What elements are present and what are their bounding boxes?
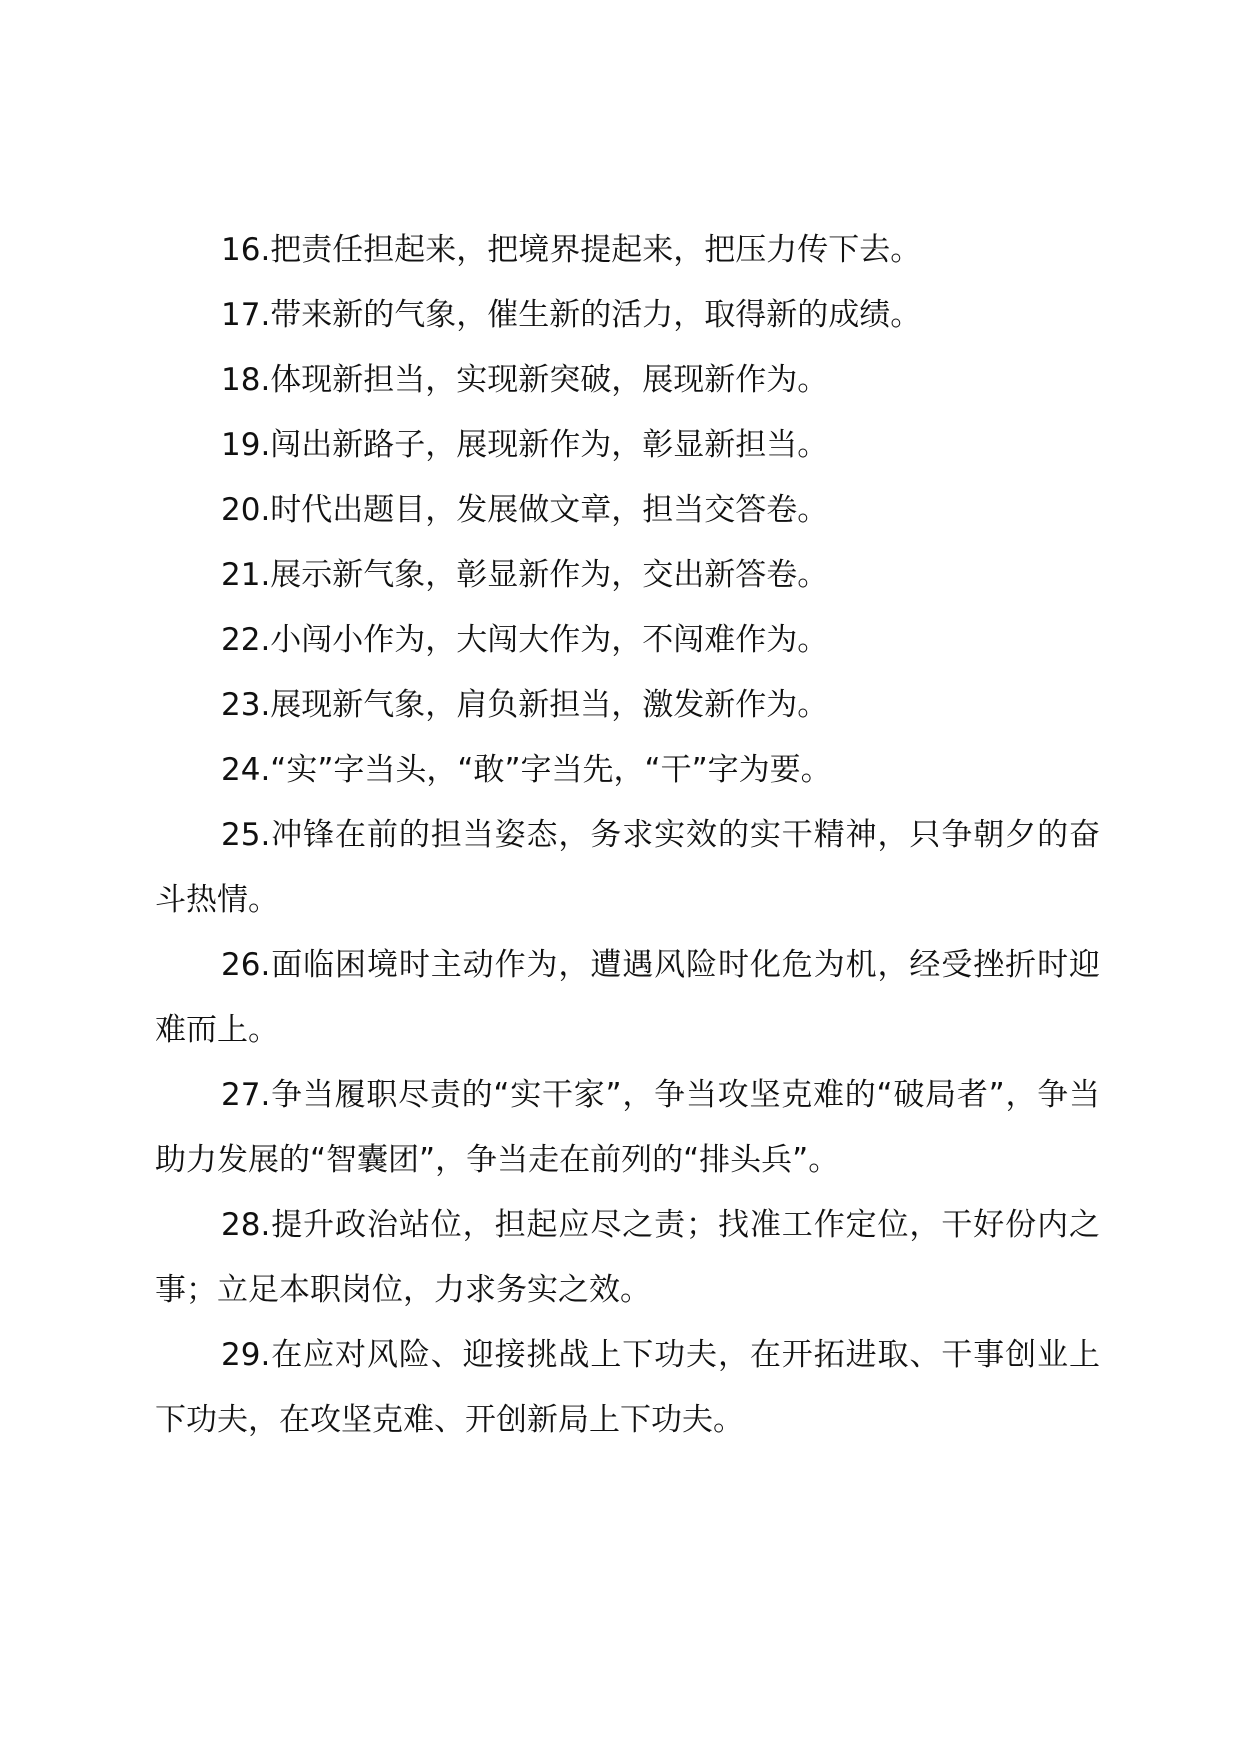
paragraph-21: 21.展示新气象，彰显新作为，交出新答卷。 [221, 557, 829, 593]
paragraph-19: 19.闯出新路子，展现新作为，彰显新担当。 [221, 427, 829, 463]
paragraph-25: 25.冲锋在前的担当姿态，务求实效的实干精神，只争朝夕的奋斗热情。 [155, 817, 1100, 918]
paragraph-17: 17.带来新的气象，催生新的活力，取得新的成绩。 [221, 297, 922, 333]
paragraph-27: 27.争当履职尽责的“实干家”，争当攻坚克难的“破局者”，争当助力发展的“智囊团”，争当走在前列的“排头兵”。 [155, 1077, 1100, 1178]
document-body [155, 218, 1100, 1453]
paragraph-26: 26.面临困境时主动作为，遭遇风险时化危为机，经受挫折时迎难而上。 [155, 947, 1100, 1048]
paragraph-23: 23.展现新气象，肩负新担当，激发新作为。 [221, 687, 829, 723]
paragraph-20: 20.时代出题目，发展做文章，担当交答卷。 [221, 492, 829, 528]
paragraph-29: 29.在应对风险、迎接挑战上下功夫，在开拓进取、干事创业上下功夫，在攻坚克难、开创新局上下功夫。 [155, 1337, 1100, 1438]
paragraph-16: 16.把责任担起来，把境界提起来，把压力传下去。 [221, 232, 922, 268]
paragraph-28: 28.提升政治站位，担起应尽之责；找准工作定位，干好份内之事；立足本职岗位，力求务实之效。 [155, 1207, 1100, 1308]
paragraph-18: 18.体现新担当，实现新突破，展现新作为。 [221, 362, 829, 398]
paragraph-22: 22.小闯小作为，大闯大作为，不闯难作为。 [221, 622, 829, 658]
paragraph-24: 24.“实”字当头，“敢”字当先，“干”字为要。 [221, 752, 832, 788]
